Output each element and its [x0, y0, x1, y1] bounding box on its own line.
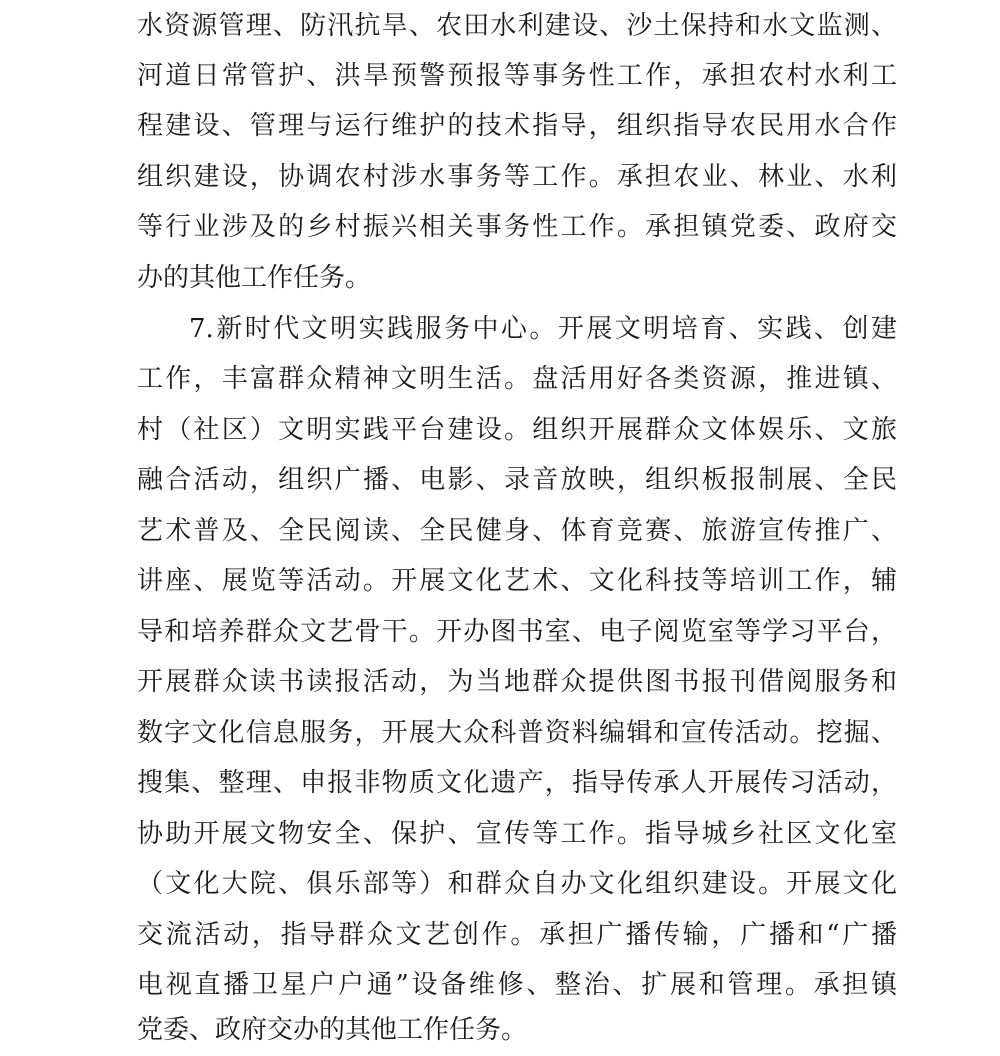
text-line: 村（社区）文明实践平台建设。组织开展群众文体娱乐、文旅: [137, 415, 897, 445]
text-line: 导和培养群众文艺骨干。开办图书室、电子阅览室等学习平台，: [137, 617, 897, 647]
text-line: 水资源管理、防汛抗旱、农田水利建设、沙土保持和水文监测、: [137, 11, 897, 41]
section-heading-line: 7.新时代文明实践服务中心。开展文明培育、实践、创建: [189, 314, 897, 344]
text-line: 办的其他工作任务。: [137, 263, 372, 293]
text-line: （文化大院、俱乐部等）和群众自办文化组织建设。开展文化: [137, 869, 897, 899]
text-line: 河道日常管护、洪旱预警预报等事务性工作，承担农村水利工: [137, 61, 897, 91]
text-line: 数字文化信息服务，开展大众科普资料编辑和宣传活动。挖掘、: [137, 718, 897, 748]
text-line: 电视直播卫星户户通”设备维修、整治、扩展和管理。承担镇: [137, 970, 897, 1000]
text-line: 党委、政府交办的其他工作任务。: [137, 1015, 528, 1045]
text-line: 艺术普及、全民阅读、全民健身、体育竞赛、旅游宣传推广、: [137, 516, 897, 546]
text-line: 讲座、展览等活动。开展文化艺术、文化科技等培训工作，辅: [137, 566, 897, 596]
text-line: 协助开展文物安全、保护、宣传等工作。指导城乡社区文化室: [137, 819, 897, 849]
text-line: 程建设、管理与运行维护的技术指导，组织指导农民用水合作: [137, 111, 897, 141]
text-line: 交流活动，指导群众文艺创作。承担广播传输，广播和“广播: [137, 920, 897, 950]
text-line: 组织建设，协调农村涉水事务等工作。承担农业、林业、水利: [137, 162, 897, 192]
text-line: 搜集、整理、申报非物质文化遗产，指导传承人开展传习活动，: [137, 768, 897, 798]
text-line: 融合活动，组织广播、电影、录音放映，组织板报制展、全民: [137, 465, 897, 495]
text-line: 工作，丰富群众精神文明生活。盘活用好各类资源，推进镇、: [137, 364, 897, 394]
text-line: 等行业涉及的乡村振兴相关事务性工作。承担镇党委、政府交: [137, 212, 897, 242]
text-line: 开展群众读书读报活动，为当地群众提供图书报刊借阅服务和: [137, 667, 897, 697]
